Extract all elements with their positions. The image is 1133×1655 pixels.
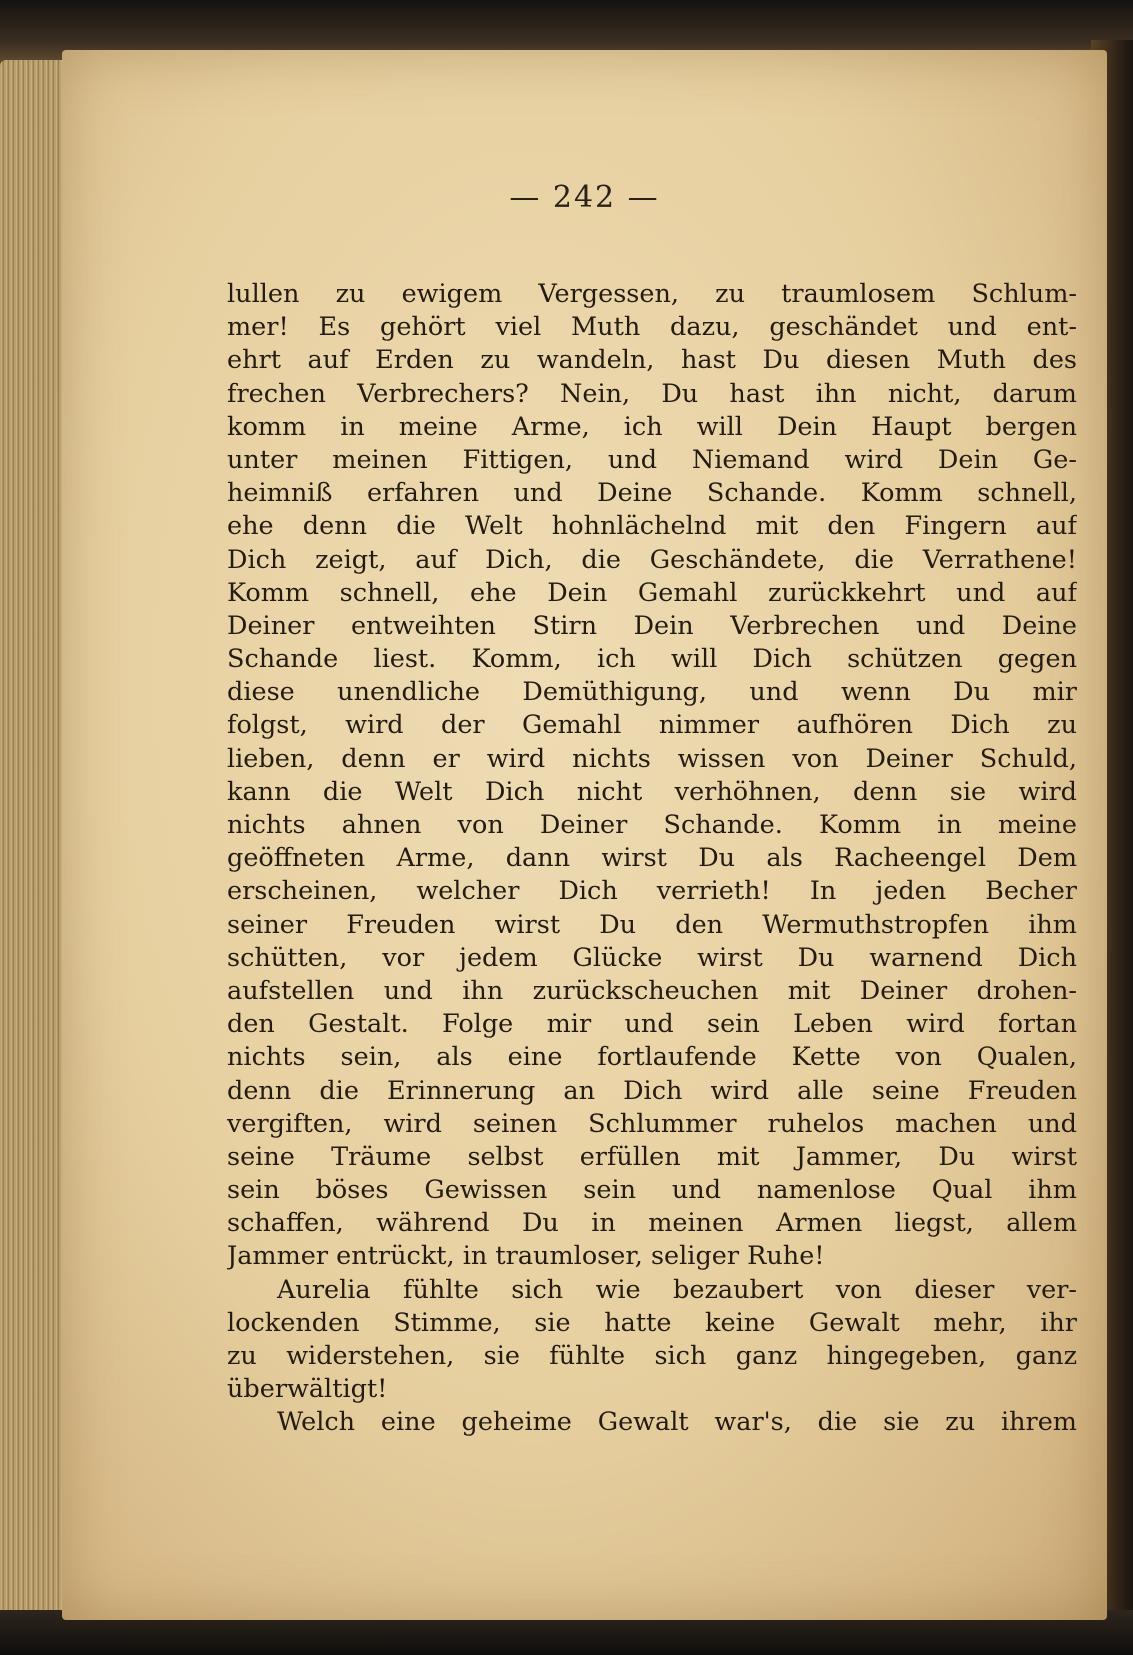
text-line: diese unendliche Demüthigung, und wenn Du mir [227, 677, 1077, 708]
text-line: denn die Erinnerung an Dich wird alle seine Freuden [227, 1075, 1077, 1106]
text-line: sein böses Gewissen sein und namenlose Qual ihm [227, 1175, 1077, 1206]
text-line: seiner Freuden wirst Du den Wermuthstropfen ihm [227, 909, 1077, 940]
book-page [62, 50, 1107, 1620]
text-line: überwältigt! [227, 1374, 388, 1405]
text-line: Schande liest. Komm, ich will Dich schützen gegen [227, 644, 1077, 675]
text-line: lockenden Stimme, sie hatte keine Gewalt mehr, ihr [227, 1307, 1077, 1338]
text-line: Jammer entrückt, in traumloser, seliger Ruhe! [227, 1241, 825, 1272]
text-line: geöffneten Arme, dann wirst Du als Racheengel Dem [227, 843, 1077, 874]
text-line: mer! Es gehört viel Muth dazu, geschändet und ent- [227, 312, 1077, 343]
text-line: Aurelia fühlte sich wie bezaubert von dieser ver- [277, 1274, 1077, 1305]
text-line: den Gestalt. Folge mir und sein Leben wird fortan [227, 1009, 1077, 1040]
text-line: Deiner entweihten Stirn Dein Verbrechen und Deine [227, 610, 1077, 641]
text-line: ehe denn die Welt hohnlächelnd mit den Fingern auf [227, 511, 1077, 542]
text-line: seine Träume selbst erfüllen mit Jammer, Du wirst [227, 1141, 1077, 1172]
page-number: — 242 — [509, 180, 660, 215]
text-line: schaffen, während Du in meinen Armen liegst, allem [227, 1208, 1077, 1239]
text-line: unter meinen Fittigen, und Niemand wird Dein Ge- [227, 444, 1077, 475]
text-line: schütten, vor jedem Glücke wirst Du warnend Dich [227, 942, 1077, 973]
text-line: erscheinen, welcher Dich verrieth! In jeden Becher [227, 876, 1077, 907]
text-line: komm in meine Arme, ich will Dein Haupt bergen [227, 411, 1077, 442]
text-line: nichts ahnen von Deiner Schande. Komm in meine [227, 810, 1077, 840]
text-line: lullen zu ewigem Vergessen, zu traumlosem Schlum- [227, 279, 1077, 309]
text-line: Dich zeigt, auf Dich, die Geschändete, die Verrathene! [227, 544, 1077, 575]
text-line: ehrt auf Erden zu wandeln, hast Du diesen Muth des [227, 345, 1077, 376]
text-line: heimniß erfahren und Deine Schande. Komm schnell, [227, 478, 1077, 509]
text-line: aufstellen und ihn zurückscheuchen mit Deiner drohen- [227, 975, 1077, 1006]
text-line: lieben, denn er wird nichts wissen von Deiner Schuld, [227, 743, 1077, 774]
text-line: kann die Welt Dich nicht verhöhnen, denn sie wird [227, 776, 1077, 807]
text-line: vergiften, wird seinen Schlummer ruhelos machen und [227, 1108, 1077, 1139]
text-line: Komm schnell, ehe Dein Gemahl zurückkehrt und auf [227, 577, 1077, 608]
text-line: nichts sein, als eine fortlaufende Kette von Qualen, [227, 1042, 1077, 1073]
text-line: frechen Verbrechers? Nein, Du hast ihn nicht, darum [227, 378, 1077, 409]
text-line: folgst, wird der Gemahl nimmer aufhören Dich zu [227, 710, 1077, 741]
body-text [227, 278, 1077, 1440]
text-line: Welch eine geheime Gewalt war's, die sie zu ihrem [277, 1407, 1077, 1438]
text-line: zu widerstehen, sie fühlte sich ganz hingegeben, ganz [227, 1341, 1077, 1371]
